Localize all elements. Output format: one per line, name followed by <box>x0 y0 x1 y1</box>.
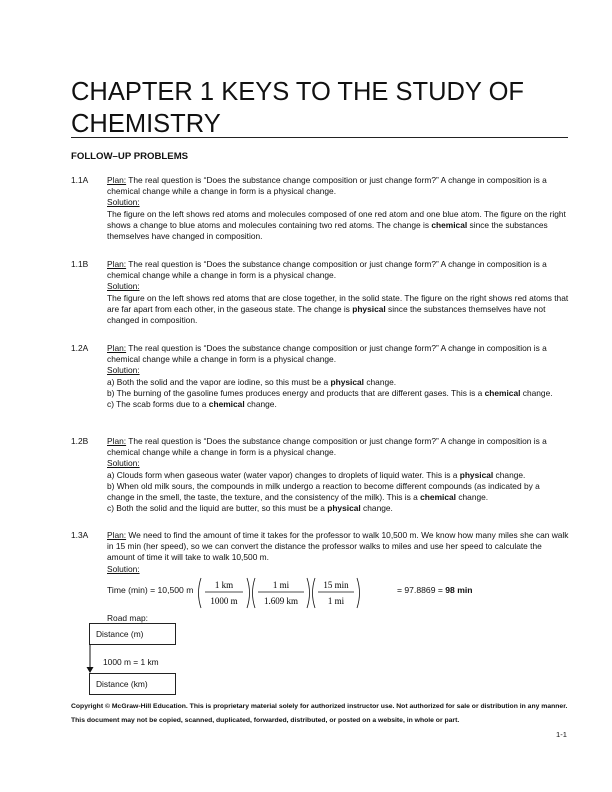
result-answer: 98 min <box>445 585 473 595</box>
paren-right-icon <box>247 578 250 608</box>
part-text-end: change. <box>360 503 393 514</box>
solution-label: Solution: <box>107 281 140 292</box>
plan-label: Plan: <box>107 436 127 446</box>
problem-body <box>107 436 569 514</box>
solution-part-c <box>107 399 569 410</box>
problem-body <box>107 175 569 242</box>
part-text: b) When old milk sours, the compounds in milk undergo a reaction to become different compounds (as indicated by a change in the smell, the taste, the texture, and the consistency of the milk). This is a <box>107 480 540 503</box>
road-map-conversion: 1000 m = 1 km <box>103 657 159 667</box>
solution-text-end: since the substances themselves have not changed in composition. <box>107 303 546 326</box>
plan-text: The real question is “Does the substance change composition or just change form?” A change in composition is a chemical change while a change in form is a physical change. <box>107 436 547 458</box>
part-text-end: change. <box>244 399 277 410</box>
solution-label: Solution: <box>107 365 140 376</box>
paren-left-icon <box>313 578 316 608</box>
part-text: b) The burning of the gasoline fumes produces energy and products that are different gases. This is a <box>107 387 485 398</box>
frac2-numerator: 1 mi <box>272 580 290 590</box>
paren-left-icon <box>199 578 202 608</box>
paren-right-icon <box>357 578 360 608</box>
problem-id: 1.3A <box>71 530 89 540</box>
road-map-box-distance-km: Distance (km) <box>89 673 176 695</box>
page-number: 1-1 <box>556 730 567 739</box>
plan-text: The real question is “Does the substance change composition or just change form?” A change in composition is a chemical change while a change in form is a physical change. <box>107 175 547 197</box>
answer-bold: chemical <box>431 219 468 230</box>
solution-text-end: since the substances themselves have changed in composition. <box>107 219 548 242</box>
solution-part-a <box>107 470 569 481</box>
chapter-title-line1: CHAPTER 1 KEYS TO THE STUDY OF <box>71 78 524 106</box>
problem-body <box>107 343 569 410</box>
frac1-denominator: 1000 m <box>210 596 238 606</box>
calc-lhs: Time (min) = 10,500 m <box>107 585 194 595</box>
frac1-numerator: 1 km <box>214 580 234 590</box>
plan-label: Plan: <box>107 343 127 353</box>
paren-right-icon <box>307 578 310 608</box>
solution-label: Solution: <box>107 458 140 469</box>
paren-left-icon <box>253 578 256 608</box>
plan-paragraph <box>107 343 569 365</box>
frac2-denominator: 1.609 km <box>263 596 299 606</box>
plan-paragraph <box>107 175 569 197</box>
plan-text: We need to find the amount of time it takes for the professor to walk 10,500 m. We know how many miles she can walk in 15 min (her speed), so we can convert the distance the professor walks to miles and use her speed to calculate the amount of time it will take to walk 10,500 m. <box>107 530 569 563</box>
problem-id: 1.2A <box>71 343 89 353</box>
plan-label: Plan: <box>107 259 127 269</box>
answer-bold: physical <box>352 303 386 314</box>
plan-text: The real question is “Does the substance change composition or just change form?” A change in composition is a chemical change while a change in form is a physical change. <box>107 343 547 365</box>
problem-body <box>107 259 569 326</box>
problem-id: 1.1B <box>71 259 89 269</box>
answer-bold: physical <box>327 503 361 514</box>
answer-bold: physical <box>459 469 494 480</box>
part-text-end: change. <box>364 376 397 387</box>
answer-bold: chemical <box>420 492 456 503</box>
solution-part-b <box>107 388 569 399</box>
part-text: a) Clouds form when gaseous water (water vapor) changes to droplets of liquid water. This is a <box>107 469 460 480</box>
solution-text <box>107 293 569 327</box>
problem-id: 1.1A <box>71 175 89 185</box>
problem-id: 1.2B <box>71 436 89 446</box>
part-text-end: change. <box>520 387 553 398</box>
plan-label: Plan: <box>107 175 127 185</box>
conversion-fractions <box>195 575 395 611</box>
plan-label: Plan: <box>107 530 127 540</box>
calc-result <box>397 585 473 595</box>
frac3-denominator: 1 mi <box>327 596 345 606</box>
copyright-notice: Copyright © McGraw-Hill Education. This is proprietary material solely for authorized instructor use. Not authorized for sale or distribution in any manner. This document may not be copied, scanned, duplicated, forwarded, distributed, or posted on a website, in whole or part. <box>71 703 568 724</box>
solution-text <box>107 209 569 243</box>
part-text-end: change. <box>493 469 526 480</box>
solution-part-a <box>107 377 569 388</box>
solution-text-start: The figure on the left shows red atoms that are close together, in the solid state. The figure on the right shows red atoms that are far apart from each other, in the gaseous state. The change is <box>107 292 569 314</box>
time-calculation <box>107 575 507 611</box>
answer-bold: physical <box>330 376 364 387</box>
plan-paragraph <box>107 436 569 458</box>
road-map-box-distance-m: Distance (m) <box>89 623 176 645</box>
problem-body <box>107 530 569 575</box>
road-map-label: Road map: <box>107 613 148 623</box>
solution-text-start: The figure on the left shows red atoms and molecules composed of one red atom and one blue atom. The figure on the right shows a change to blue atoms and molecules containing two red atoms. The change is <box>107 208 566 230</box>
solution-part-c <box>107 503 569 514</box>
part-text: c) The scab forms due to a <box>107 399 209 410</box>
answer-bold: chemical <box>484 387 521 398</box>
result-value: = 97.8869 = <box>397 585 446 595</box>
chapter-title-line2: CHEMISTRY <box>71 110 221 138</box>
part-text-end: change. <box>456 492 489 503</box>
solution-part-b <box>107 481 569 503</box>
title-divider <box>71 137 568 138</box>
part-text: c) Both the solid and the liquid are butter, so this must be a <box>107 503 328 514</box>
section-heading: FOLLOW–UP PROBLEMS <box>71 151 189 162</box>
part-text: a) Both the solid and the vapor are iodine, so this must be a <box>107 376 331 387</box>
chapter-title <box>71 76 571 140</box>
plan-paragraph <box>107 530 569 564</box>
solution-label: Solution: <box>107 563 140 574</box>
down-arrow-icon <box>84 644 96 674</box>
frac3-numerator: 15 min <box>323 580 349 590</box>
plan-text: The real question is “Does the substance change composition or just change form?” A change in composition is a chemical change while a change in form is a physical change. <box>107 259 547 281</box>
plan-paragraph <box>107 259 569 281</box>
solution-label: Solution: <box>107 197 140 208</box>
answer-bold: chemical <box>208 399 245 410</box>
